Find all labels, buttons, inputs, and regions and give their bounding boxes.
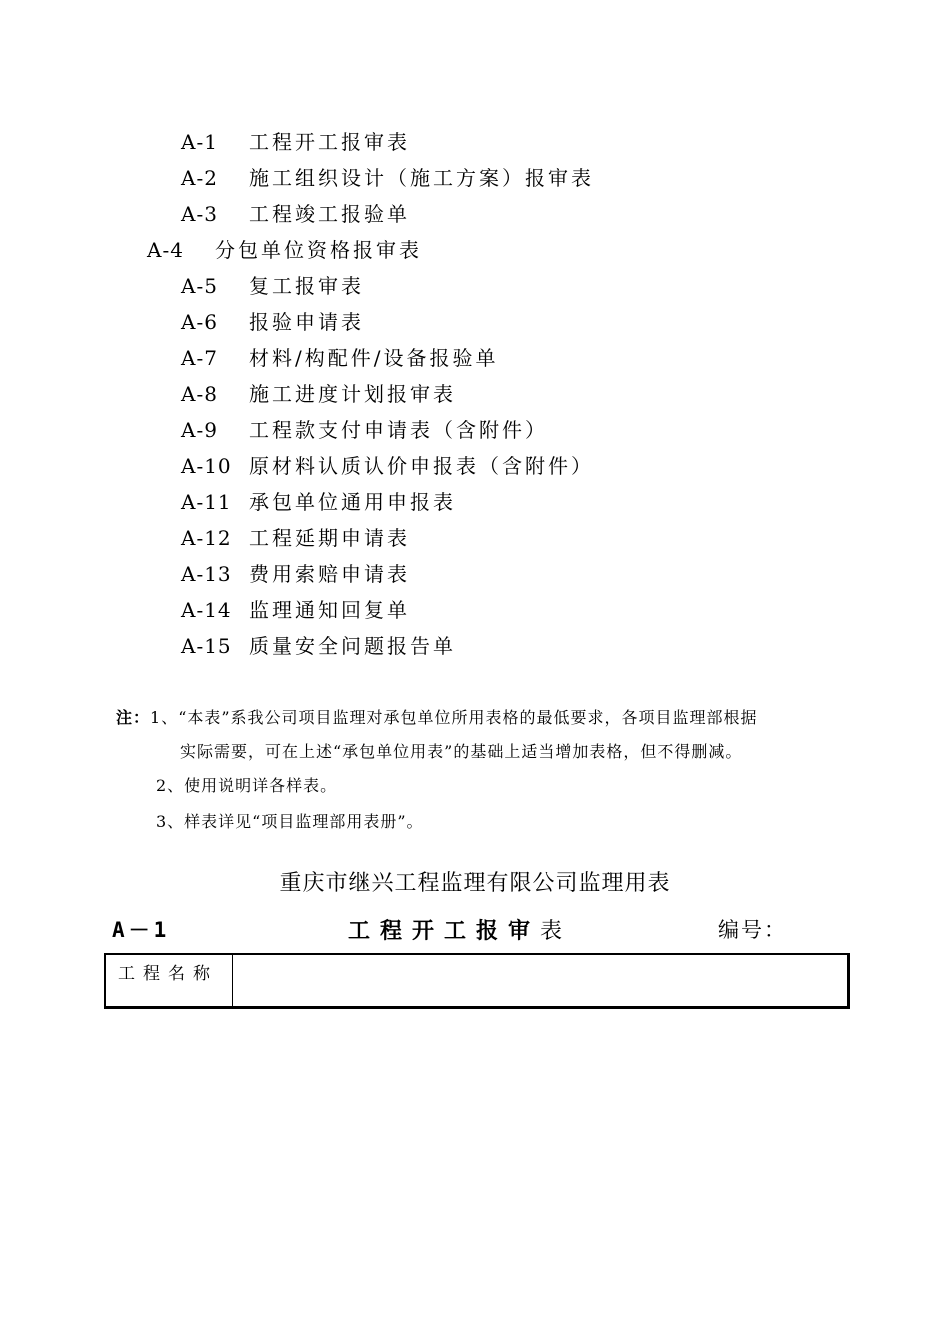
toc-title: 材料/构配件/设备报验单 <box>249 346 499 370</box>
toc-item <box>181 163 594 193</box>
form-title-bold: 工程开工报审 <box>348 918 541 944</box>
form-title-tail: 表 <box>540 919 573 944</box>
toc-title: 施工进度计划报审表 <box>249 382 456 406</box>
toc-code: A-9 <box>181 418 218 442</box>
toc-item <box>181 271 364 301</box>
toc-code: A-5 <box>181 274 218 298</box>
toc-code: A-1 <box>181 130 218 154</box>
toc-item <box>181 343 498 373</box>
toc-item <box>181 307 364 337</box>
toc-title: 工程款支付申请表（含附件） <box>249 418 548 442</box>
toc-item <box>147 235 422 265</box>
toc-code: A-4 <box>147 238 184 262</box>
toc-title: 工程开工报审表 <box>249 130 410 154</box>
toc-title: 监理通知回复单 <box>249 598 410 622</box>
note-text: 实际需要，可在上述“承包单位用表”的基础上适当增加表格，但不得删减。 <box>180 742 743 761</box>
toc-title: 工程竣工报验单 <box>249 202 410 226</box>
toc-item <box>181 379 456 409</box>
note-line <box>156 772 337 800</box>
form-title <box>348 914 572 945</box>
project-name-label: 工程名称 <box>106 955 233 1006</box>
form-number-label: 编号： <box>718 918 787 942</box>
toc-item <box>181 523 410 553</box>
toc-item <box>181 451 594 481</box>
toc-title: 分包单位资格报审表 <box>215 238 422 262</box>
toc-code: A-7 <box>181 346 218 370</box>
toc-item <box>181 595 410 625</box>
toc-item <box>181 199 410 229</box>
toc-code: A-10 <box>181 454 232 478</box>
toc-title: 工程延期申请表 <box>249 526 410 550</box>
toc-title: 复工报审表 <box>249 274 364 298</box>
note-line <box>180 738 742 766</box>
toc-item <box>181 631 456 661</box>
toc-item <box>181 127 410 157</box>
toc-code: A-3 <box>181 202 218 226</box>
form-table <box>104 953 850 1009</box>
toc-title: 质量安全问题报告单 <box>249 634 456 658</box>
toc-title: 费用索赔申请表 <box>249 562 410 586</box>
toc-item <box>181 415 548 445</box>
toc-item <box>181 487 456 517</box>
form-code: A－1 <box>112 918 171 942</box>
toc-code: A-13 <box>181 562 232 586</box>
note-line <box>116 704 758 732</box>
note-text: 2、使用说明详各样表。 <box>156 776 338 795</box>
company-heading: 重庆市继兴工程监理有限公司监理用表 <box>279 871 671 896</box>
toc-code: A-11 <box>181 490 232 514</box>
note-text: 3、样表详见“项目监理部用表册”。 <box>156 812 424 831</box>
toc-title: 施工组织设计（施工方案）报审表 <box>249 166 594 190</box>
toc-code: A-14 <box>181 598 232 622</box>
toc-code: A-6 <box>181 310 218 334</box>
notes-label: 注： <box>116 708 151 727</box>
toc-title: 承包单位通用申报表 <box>249 490 456 514</box>
note-line <box>156 808 424 836</box>
toc-item <box>181 559 410 589</box>
project-name-field[interactable] <box>234 955 847 1006</box>
note-text: 1、“本表”系我公司项目监理对承包单位所用表格的最低要求，各项目监理部根据 <box>150 708 758 727</box>
toc-code: A-15 <box>181 634 232 658</box>
toc-title: 原材料认质认价申报表（含附件） <box>249 454 594 478</box>
toc-code: A-8 <box>181 382 218 406</box>
toc-title: 报验申请表 <box>249 310 364 334</box>
toc-code: A-2 <box>181 166 218 190</box>
toc-code: A-12 <box>181 526 232 550</box>
